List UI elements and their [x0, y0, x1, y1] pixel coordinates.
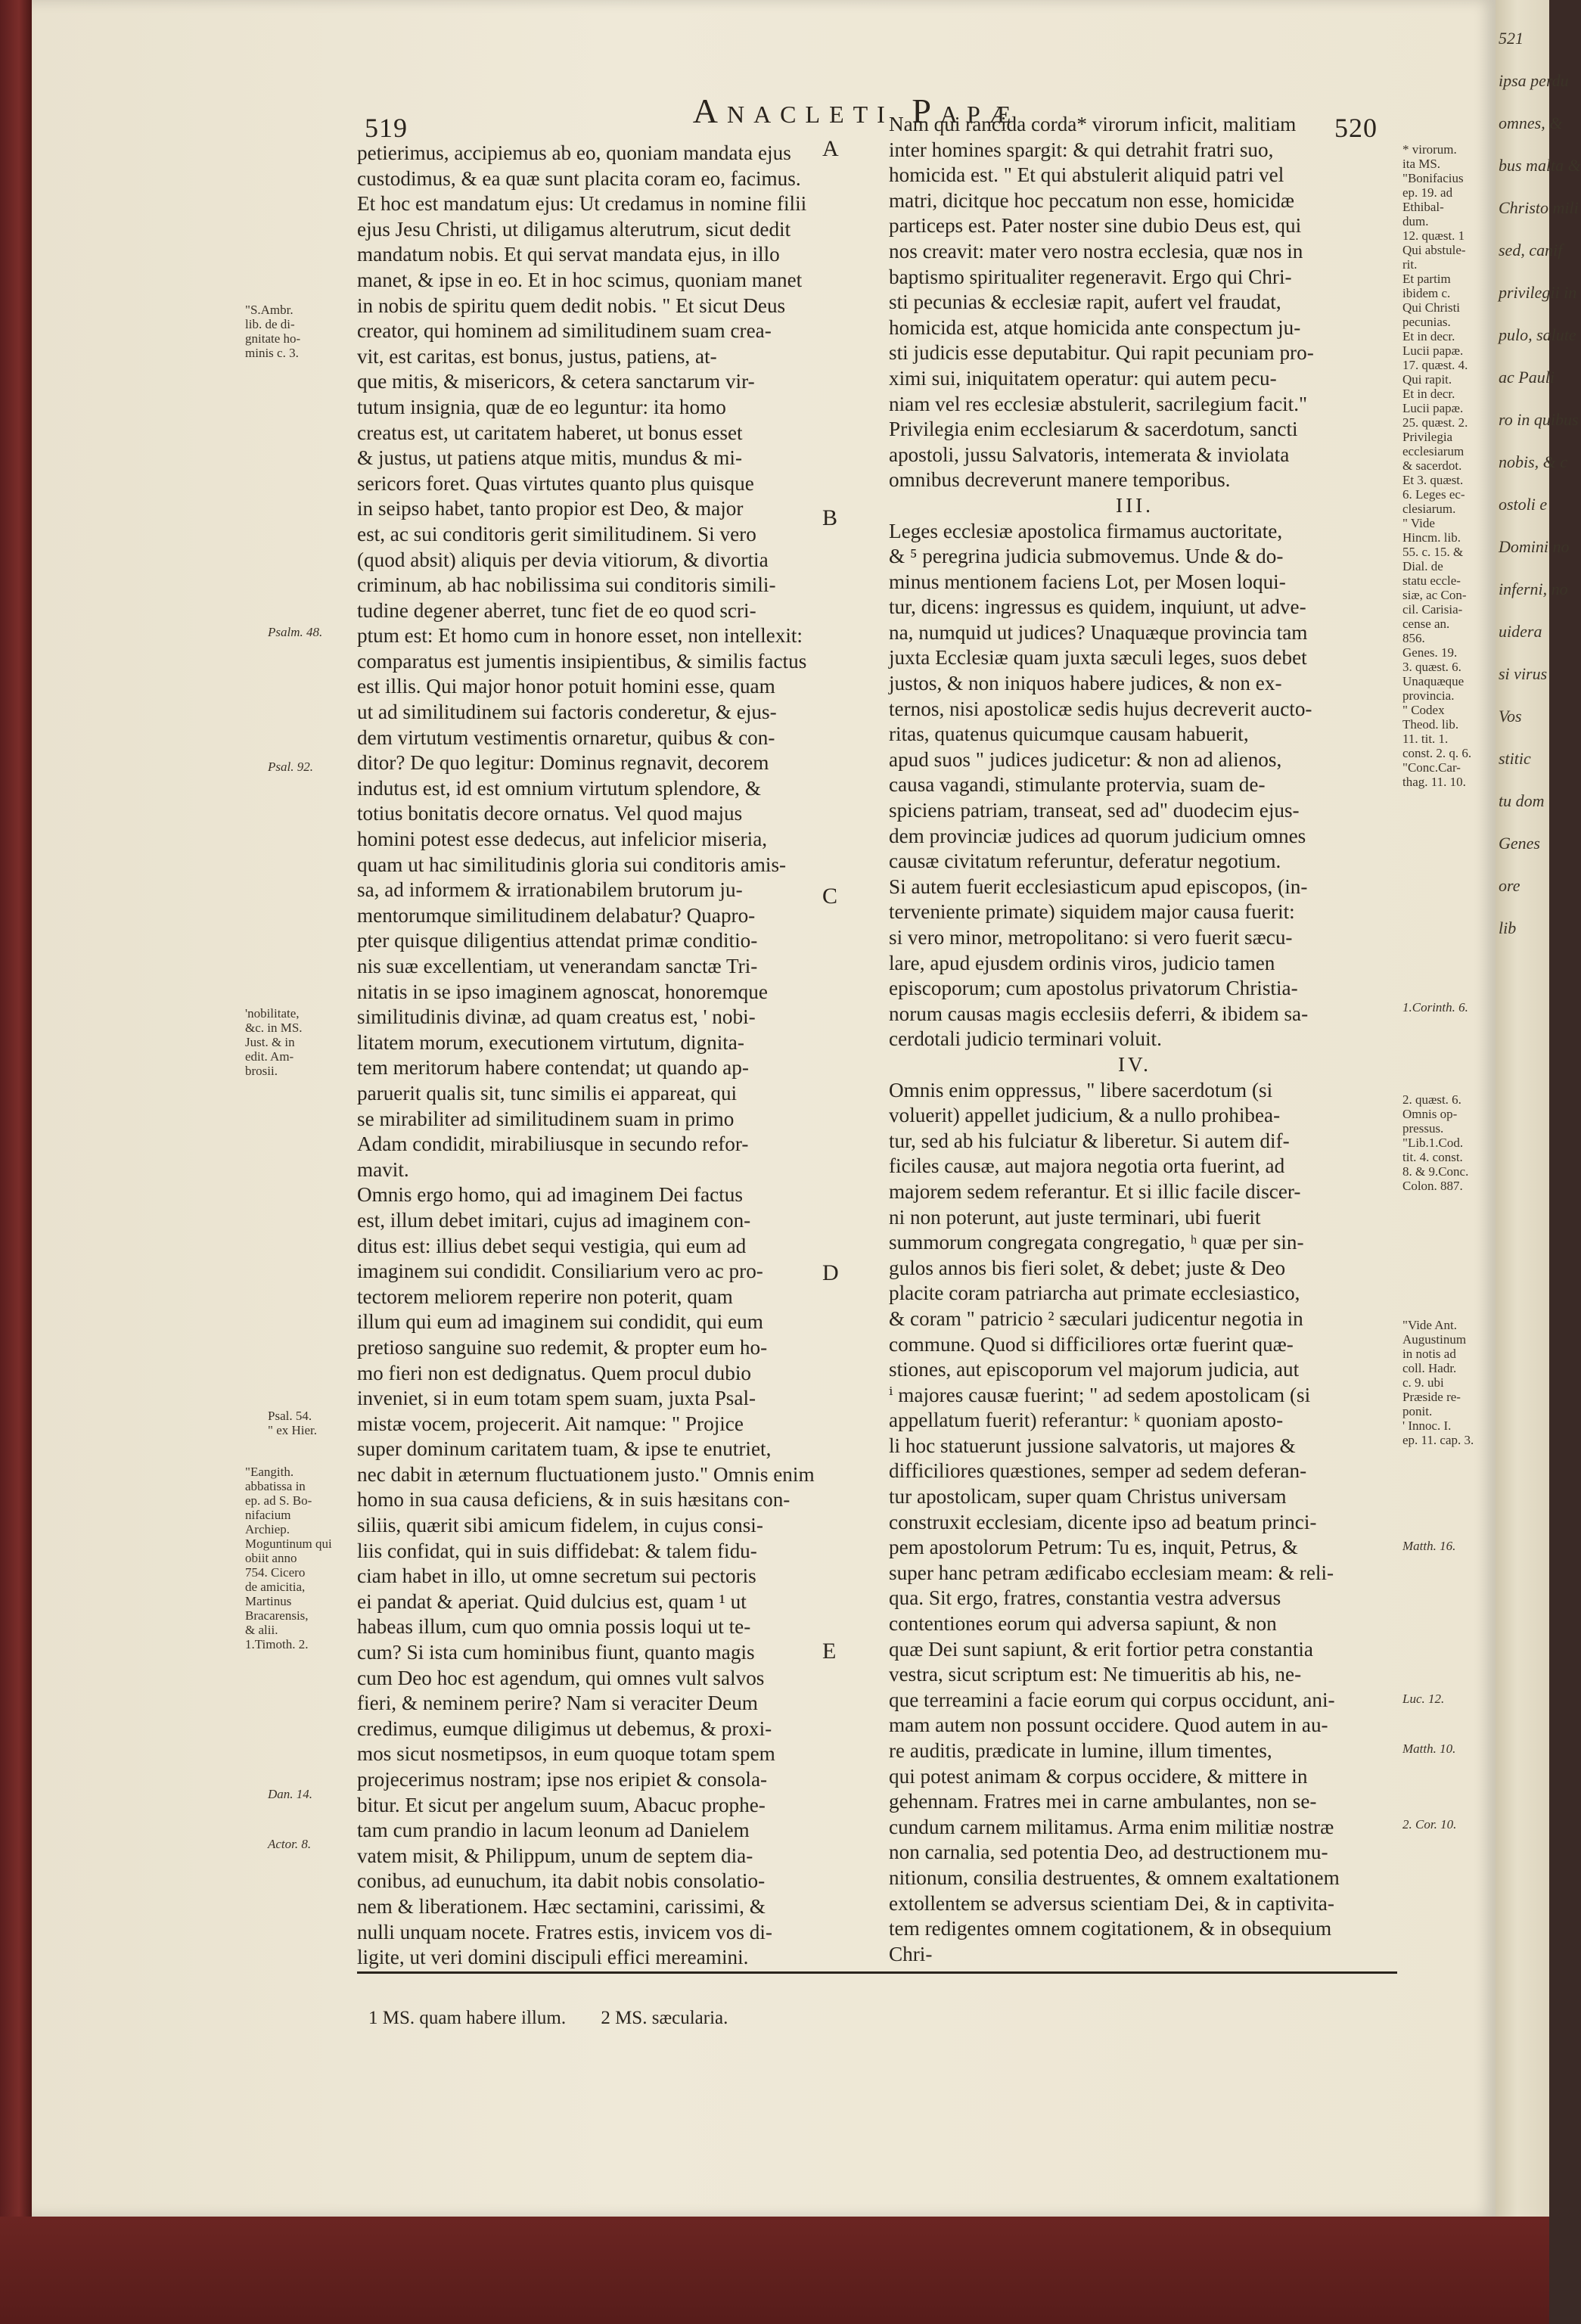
text-line: que mitis, & misericors, & cetera sanctarum vir-	[357, 370, 755, 393]
text-line: matri, dicitque hoc peccatum non esse, homicidæ	[889, 188, 1295, 212]
text-line: ditor? De quo legitur: Dominus regnavit, decorem	[357, 751, 769, 775]
text-line: pter quisque diligentius attendat primæ conditio-	[357, 929, 758, 952]
next-page-fragment: lib	[1499, 918, 1517, 937]
text-line: totius bonitatis decore ornatus. Vel quod majus	[357, 802, 743, 825]
text-line: juxta Ecclesiæ quam juxta sæculi leges, suos debet	[889, 646, 1307, 670]
text-line: nitionum, consilia destruentes, & omnem exaltationem	[889, 1866, 1340, 1889]
text-line: ejus Jesu Christi, ut diligamus alterutrum, sicut dedit	[357, 217, 791, 241]
text-line: tur, sed ab his fulciatur & liberetur. Si autem dif-	[889, 1129, 1290, 1152]
next-page-fragment: Genes	[1499, 834, 1540, 853]
right-margin-note: Matth. 16.	[1402, 1539, 1456, 1553]
section-mark-d: D	[822, 1260, 839, 1285]
text-line: manet, & ipse in eo. Et in hoc scimus, quoniam manet	[357, 268, 803, 291]
next-page-fragment: ostoli e	[1499, 495, 1548, 514]
text-line: mos sicut nosmetipsos, in eum quoque totam spem	[357, 1742, 775, 1766]
right-margin-note: "Vide Ant. Augustinum in notis ad coll. Hadr. c. 9. ubi Præside re- ponit. ' Innoc. I. ep. 11. cap. 3.	[1402, 1318, 1474, 1447]
footnote-2: 2 MS. sæcularia.	[601, 2008, 728, 2028]
text-line: paruerit qualis sit, tunc similis ei appareat, qui	[357, 1081, 738, 1105]
text-line: spiciens patriam, transeat, sed ad" duodecim ejus-	[889, 799, 1300, 822]
text-line: omnibus decreverunt manere temporibus.	[889, 468, 1231, 492]
text-line: appellatum fuerit) referantur: ᵏ quoniam aposto-	[889, 1409, 1284, 1432]
text-line: tur apostolicam, super quam Christus universam	[889, 1485, 1287, 1508]
text-line: majorem sedem referantur. Et si illic facile discer-	[889, 1179, 1301, 1203]
text-line: ximi sui, iniquitatem operatur: qui autem pecu-	[889, 366, 1277, 390]
running-title: Anacleti Papæ	[692, 92, 1020, 130]
text-line: homicida est, atque homicida ante conspectum ju-	[889, 315, 1301, 339]
text-line: placite coram patriarcha aut primate ecclesiastico,	[889, 1282, 1300, 1305]
text-line: inter homines spargit: & qui detrahit fratri suo,	[889, 138, 1274, 161]
text-line: nem & liberationem. Hæc sectamini, carissimi, &	[357, 1894, 766, 1918]
text-line: Chri-	[889, 1942, 933, 1965]
text-line: mo fieri non est dedignatus. Quem procul dubio	[357, 1361, 751, 1384]
next-page-fragment: privilegii in	[1499, 283, 1577, 302]
text-line: apud suos " judices judicetur: & non ad alienos,	[889, 747, 1282, 771]
text-line: in seipso habet, tanto propior est Deo, & major	[357, 497, 744, 520]
next-page-fragment: stitic	[1499, 749, 1531, 768]
text-line: bitur. Et sicut per angelum suum, Abacuc prophe-	[357, 1793, 766, 1816]
text-line: est illis. Qui major honor potuit homini esse, quam	[357, 675, 775, 698]
text-line: Omnis enim oppressus, " libere sacerdotum (si	[889, 1078, 1273, 1101]
text-line: re auditis, prædicate in lumine, illum timentes,	[889, 1739, 1272, 1762]
right-margin-note: 2. Cor. 10.	[1402, 1817, 1457, 1832]
text-line: sti pecunias & ecclesiæ rapit, aufert vel fraudat,	[889, 290, 1281, 314]
next-page-fragment: ro in quibus	[1499, 410, 1579, 429]
text-line: vestra, sicut scriptum est: Ne timueritis ab his, ne-	[889, 1663, 1302, 1686]
text-line: comparatus est jumentis insipientibus, & similis factus	[357, 649, 807, 673]
text-line: na, numquid ut judices? Unaquæque provincia tam	[889, 620, 1308, 644]
text-line: vit, est caritas, est bonus, justus, patiens, at-	[357, 344, 717, 368]
next-page-fragment: pulo, salute	[1499, 325, 1576, 344]
text-line: creator, qui hominem ad similitudinem suam crea-	[357, 319, 772, 343]
text-line: extollentem se adversus scientiam Dei, & in captivita-	[889, 1891, 1334, 1915]
text-line: Leges ecclesiæ apostolica firmamus auctoritate,	[889, 519, 1283, 542]
next-page-fragment: uidera	[1499, 622, 1542, 641]
text-line: causæ civitatum referuntur, deferatur negotium.	[889, 850, 1281, 873]
text-line: nis suæ excellentiam, ut venerandam sanctæ Tri-	[357, 955, 758, 977]
text-line: nitatis in se ipso imaginem agnoscat, honoremque	[357, 980, 768, 1003]
text-line: cum? Si ista cum hominibus fiunt, quanto magis	[357, 1641, 755, 1664]
section-mark-c: C	[822, 884, 838, 909]
text-line: similitudinis divinæ, ad quam creatus est, ' nobi-	[357, 1005, 756, 1029]
next-page-edge	[1496, 0, 1581, 2217]
next-page-fragment: si virus	[1499, 664, 1548, 683]
text-line: habeas illum, cum quo omnia possis loqui ut te-	[357, 1615, 751, 1639]
text-line: homini potest esse dedecus, aut infelicior miseria,	[357, 828, 768, 851]
text-line: indutus est, id est omnium virtutum splendore, &	[357, 776, 761, 800]
text-line: gulos annos bis fieri solet, & debet; juste & Deo	[889, 1256, 1286, 1279]
left-margin-note: Actor. 8.	[268, 1837, 312, 1851]
text-line: homo in sua causa deficiens, & in suis hæsitans con-	[357, 1488, 790, 1512]
text-line: siliis, quærit sibi amicum fidelem, in cujus consi-	[357, 1514, 763, 1537]
text-line: norum causas magis ecclesiis deferri, & ibidem sa-	[889, 1002, 1309, 1025]
text-line: ternos, nisi apostolicæ sedis hujus decreverit aucto-	[889, 697, 1312, 720]
text-line: mistæ vocem, projecerit. Ait namque: " Projice	[357, 1412, 744, 1435]
text-line: inveniet, si in eum totam spem suam, juxta Psal-	[357, 1387, 756, 1410]
left-margin-note: Psal. 54. " ex Hier.	[268, 1409, 318, 1437]
right-margin-note: * virorum. ita MS. "Bonifacius ep. 19. ad Ethibal- dum. 12. quæst. 1 Qui abstule- rit. Et partim ibidem c. Qui Christi pecunias. Et in decr. Lucii papæ. 17. quæst. 4. Qui rapit. Et in decr. Lucii papæ. 25. quæst. 2. Privilegia ecclesiarum & sacerdot. Et 3. quæst. 6. Leges ec- clesiarum. " Vide Hincm. lib. 55. c. 15. & Dial. de statu eccle- siæ, ac Con- cil. Carisia- cense an. 856. Genes. 19. 3. quæst. 6. Unaquæque provincia. " Codex Theod. lib. 11. tit. 1. const. 2. q. 6. "Conc.Car- thag. 11. 10.	[1402, 142, 1472, 789]
left-margin-note: "Eangith. abbatissa in ep. ad S. Bo- nifacium Archiep. Moguntinum qui obiit anno 754. Cicero de amicitia, Martinus Bracarensis, & alii. 1.Timoth. 2.	[245, 1465, 332, 1651]
left-margin-note: Psal. 92.	[268, 760, 313, 774]
section-number: IV.	[1118, 1052, 1151, 1076]
text-line: Si autem fuerit ecclesiasticum apud episcopos, (in-	[889, 875, 1308, 898]
text-line: ⁱ majores causæ fuerint; " ad sedem apostolicam (si	[889, 1383, 1311, 1406]
text-line: se mirabiliter ad similitudinem suam in primo	[357, 1107, 735, 1130]
text-line: minus mentionem faciens Lot, per Mosen loqui-	[889, 570, 1286, 593]
text-line: terveniente primate) siquidem major causa fuerit:	[889, 900, 1295, 924]
text-line: homicida est. " Et qui abstulerit aliquid patri vel	[889, 163, 1284, 187]
text-line: Nam qui rancida corda* virorum inficit, malitiam	[889, 113, 1297, 135]
text-line: mandatum nobis. Et qui servat mandata ejus, in illo	[357, 243, 780, 266]
text-line: summorum congregata congregatio, ʰ quæ per sin-	[889, 1231, 1304, 1254]
next-page-fragment: ipsa perdu	[1499, 71, 1569, 90]
next-page-fragment: omnes, &	[1499, 113, 1563, 132]
text-line: ptum est: Et homo cum in honore esset, non intellexit:	[357, 624, 803, 648]
text-line: dem virtutum vestimentis ornaretur, quibus & con-	[357, 725, 775, 749]
text-line: apostoli, jussu Salvatoris, intemerata & inviolata	[889, 443, 1290, 466]
text-line: lare, apud ejusdem ordinis viros, judicio tamen	[889, 951, 1275, 974]
text-line: non carnalia, sed potentia Deo, ad destructionem mu-	[889, 1841, 1328, 1864]
section-mark-e: E	[822, 1639, 837, 1664]
text-line: ficiles causæ, aut majora negotia orta fuerint, ad	[889, 1154, 1285, 1178]
text-line: stiones, aut episcoporum vel majorum judicia, aut	[889, 1358, 1300, 1381]
text-line: & justus, ut patiens atque mitis, mundus & mi-	[357, 446, 742, 470]
text-line: qua. Sit ergo, fratres, constantia vestra adversus	[889, 1586, 1281, 1610]
left-margin-note: Dan. 14.	[268, 1787, 313, 1801]
text-line: qui potest animam & corpus occidere, & mittere in	[889, 1764, 1308, 1788]
text-line: imaginem sui condidit. Consiliarium vero ac pro-	[357, 1260, 763, 1283]
text-line: tectorem meliorem reperire non poterit, quam	[357, 1285, 733, 1308]
text-line: super hanc petram ædificabo ecclesiam meam: & reli-	[889, 1561, 1334, 1584]
text-line: tudine degener aberret, tunc fiet de eo quod scri-	[357, 598, 756, 622]
text-line: baptismo spiritualiter regeneravit. Ergo qui Chri-	[889, 265, 1292, 288]
text-line: mentorumque similitudinem delabatur? Quapro-	[357, 903, 756, 927]
footnote-rule	[357, 1971, 1397, 1974]
text-line: quæ Dei sunt sapiunt, & erit fortior petra constantia	[889, 1637, 1313, 1661]
text-line: ciam habet in illo, ut omne secretum sui pectoris	[357, 1564, 756, 1588]
left-margin-note: Psalm. 48.	[268, 625, 323, 639]
page-number-left: 519	[365, 113, 408, 143]
text-line: voluerit) appellet judicium, & a nullo prohibea-	[889, 1104, 1281, 1127]
next-page-fragment: Domini no	[1499, 537, 1570, 556]
text-line: Adam condidit, mirabiliusque in secundo refor-	[357, 1132, 749, 1156]
book-bottom-edge	[0, 2217, 1549, 2324]
text-line: quam ut hac similitudinis gloria sui conditoris amis-	[357, 853, 787, 876]
text-line: nulli unquam nocete. Fratres estis, invicem vos di-	[357, 1920, 772, 1943]
text-line: creatus est, ut caritatem haberet, ut bonus esset	[357, 421, 743, 444]
text-line: mavit.	[357, 1157, 409, 1181]
text-line: tutum insignia, quæ de eo leguntur: ita homo	[357, 395, 726, 418]
book-left-edge	[0, 0, 32, 2324]
footnote-1: 1 MS. quam habere illum.	[368, 2008, 567, 2028]
text-line: commune. Quod si difficiliores ortæ fuerint quæ-	[889, 1332, 1294, 1356]
text-line: in nobis de spiritu quem dedit nobis. " Et sicut Deus	[357, 294, 786, 317]
text-line: mam autem non possunt occidere. Quod autem in au-	[889, 1713, 1328, 1737]
text-line: illum qui eum ad imaginem sui condidit, qui eum	[357, 1310, 763, 1334]
text-line: causa vagandi, stimulante protervia, suam de-	[889, 773, 1266, 797]
text-line: projecerimus nostram; ipse nos eripiet & consola-	[357, 1768, 768, 1791]
next-page-fragment: Vos	[1499, 707, 1522, 725]
text-line: difficiliores quæstiones, semper ad sedem deferan-	[889, 1459, 1307, 1483]
text-line: tur, dicens: ingressus es quidem, inquiunt, ut adve-	[889, 595, 1306, 619]
text-line: nec dabit in æternum fluctuationem justo." Omnis enim	[357, 1462, 815, 1486]
text-line: litatem morum, executionem virtutum, dignita-	[357, 1030, 744, 1054]
text-line: sti judicis esse deputabitur. Qui rapit pecuniam pro-	[889, 341, 1314, 365]
text-line: justos, & non iniquos habere judices, & non ex-	[889, 672, 1282, 695]
next-page-fragment: inferni, no	[1499, 579, 1568, 598]
text-line: dem provinciæ judices ad quorum judicium omnes	[889, 824, 1306, 847]
text-line: vatem misit, & Philippum, unum de septem dia-	[357, 1844, 753, 1867]
text-line: que terreamini a facie eorum qui corpus occidunt, ani-	[889, 1688, 1335, 1711]
text-line: conibus, ad eunuchum, ita dabit nobis consolatio-	[357, 1869, 766, 1893]
text-line: construxit ecclesiam, dicente ipso ad beatum princi-	[889, 1510, 1317, 1533]
text-line: criminum, ab hac nobilissima sui conditoris simili-	[357, 573, 776, 597]
text-line: super dominum caritatem tuam, & ipse te enutriet,	[357, 1437, 772, 1461]
footnotes	[368, 2008, 758, 2029]
text-line: pretioso sanguine suo redemit, & propter eum ho-	[357, 1335, 768, 1359]
section-mark-b: B	[822, 505, 838, 530]
text-line: fieri, & neminem perire? Nam si veraciter Deum	[357, 1692, 758, 1715]
text-line: Et hoc est mandatum ejus: Ut credamus in nomine filii	[357, 192, 807, 216]
text-line: ni non poterunt, aut juste terminari, ubi fuerit	[889, 1205, 1261, 1229]
text-line: Privilegia enim ecclesiarum & sacerdotum, sancti	[889, 418, 1298, 441]
next-page-fragment: Christo mili	[1499, 198, 1579, 217]
text-line: ei pandat & aperiat. Quid dulcius est, quam ¹ ut	[357, 1589, 747, 1613]
text-line: cerdotali judicio terminari voluit.	[889, 1027, 1162, 1051]
text-line: contentiones eorum qui adversa sapiunt, & non	[889, 1612, 1277, 1636]
text-line: pem apostolorum Petrum: Tu es, inquit, Petrus, &	[889, 1536, 1298, 1559]
next-page-fragment: ac Pauli	[1499, 368, 1555, 387]
right-margin-note: 2. quæst. 6. Omnis op- pressus. "Lib.1.Cod. tit. 4. const. 8. & 9.Conc. Colon. 887.	[1402, 1092, 1469, 1193]
text-line: sa, ad informem & irrationabilem brutorum ju-	[357, 878, 743, 902]
left-text-column	[357, 141, 853, 1971]
text-line: & coram " patricio ² sæculari judicentur negotia in	[889, 1306, 1303, 1330]
text-line: custodimus, & ea quæ sunt placita coram eo, facimus.	[357, 166, 801, 190]
text-line: est, ac sui conditoris gerit similitudinem. Si vero	[357, 522, 756, 545]
text-line: si vero minor, metropolitano: si vero fuerit sæcu-	[889, 926, 1293, 949]
section-number: III.	[1116, 493, 1154, 517]
text-line: tem meritorum habere contendat; ut quando ap-	[357, 1056, 749, 1080]
text-line: gehennam. Fratres mei in carne ambulantes, non se-	[889, 1790, 1317, 1813]
right-text-column	[889, 112, 1381, 1967]
text-line: ritas, quatenus quicumque causam habuerit,	[889, 722, 1249, 746]
right-margin-note: Luc. 12.	[1402, 1692, 1445, 1706]
next-page-fragment: tu dom	[1499, 791, 1545, 810]
next-page-fragment: ore	[1499, 876, 1520, 895]
text-line: liis confidat, qui in suis diffidebat: & talem fidu-	[357, 1539, 757, 1562]
text-line: ditus est: illius debet sequi vestigia, qui eum ad	[357, 1234, 747, 1257]
next-page-fragment: 521	[1499, 29, 1524, 48]
text-line: & ⁵ peregrina judicia submovemus. Unde & do-	[889, 545, 1284, 568]
next-page-fragment: nobis, & c	[1499, 452, 1568, 471]
text-line: (quod absit) aliquis per devia vitiorum, & divortia	[357, 548, 769, 571]
text-line: cum Deo hoc est agendum, qui omnes vult salvos	[357, 1666, 765, 1689]
text-line: particeps est. Pater noster sine dubio Deus est, qui	[889, 214, 1302, 238]
next-page-fragment: sed, canif	[1499, 241, 1563, 259]
left-margin-note: 'nobilitate, &c. in MS. Just. & in edit. Am- brosii.	[245, 1006, 303, 1078]
text-line: li hoc statuerunt jussione salvatoris, ut majores &	[889, 1434, 1296, 1457]
text-line: ligite, ut veri domini discipuli effici mereamini.	[357, 1946, 749, 1969]
text-line: sericors foret. Quas virtutes quanto plus quisque	[357, 471, 754, 495]
text-line: niam vel res ecclesiæ abstulerit, sacrilegium facit."	[889, 392, 1308, 415]
text-line: tam cum prandio in lacum leonum ad Danielem	[357, 1819, 750, 1842]
text-line: tem redigentes omnem cogitationem, & in obsequium	[889, 1917, 1332, 1940]
text-line: ut ad similitudinem sui factoris conderetur, & ejus-	[357, 701, 777, 724]
right-margin-note: Matth. 10.	[1402, 1741, 1456, 1756]
text-line: credimus, eumque diligimus ut debemus, & proxi-	[357, 1717, 772, 1740]
text-line: est, illum debet imitari, cujus ad imaginem con-	[357, 1208, 751, 1232]
page-number-right: 520	[1334, 113, 1378, 143]
text-line: Omnis ergo homo, qui ad imaginem Dei factus	[357, 1183, 743, 1207]
right-margin-note: 1.Corinth. 6.	[1402, 1000, 1468, 1014]
next-page-fragment: bus malta &	[1499, 156, 1581, 175]
text-line: nos creavit: mater vero nostra ecclesia, quæ nos in	[889, 239, 1303, 263]
text-line: episcoporum; cum apostolus privatorum Christia-	[889, 977, 1298, 1000]
left-margin-note: "S.Ambr. lib. de di- gnitate ho- minis c. 3.	[245, 303, 301, 360]
section-mark-a: A	[822, 136, 839, 161]
text-line: petierimus, accipiemus ab eo, quoniam mandata ejus	[357, 141, 791, 164]
book-page	[32, 0, 1496, 2217]
text-line: cundum carnem militamus. Arma enim militiæ nostræ	[889, 1815, 1334, 1838]
